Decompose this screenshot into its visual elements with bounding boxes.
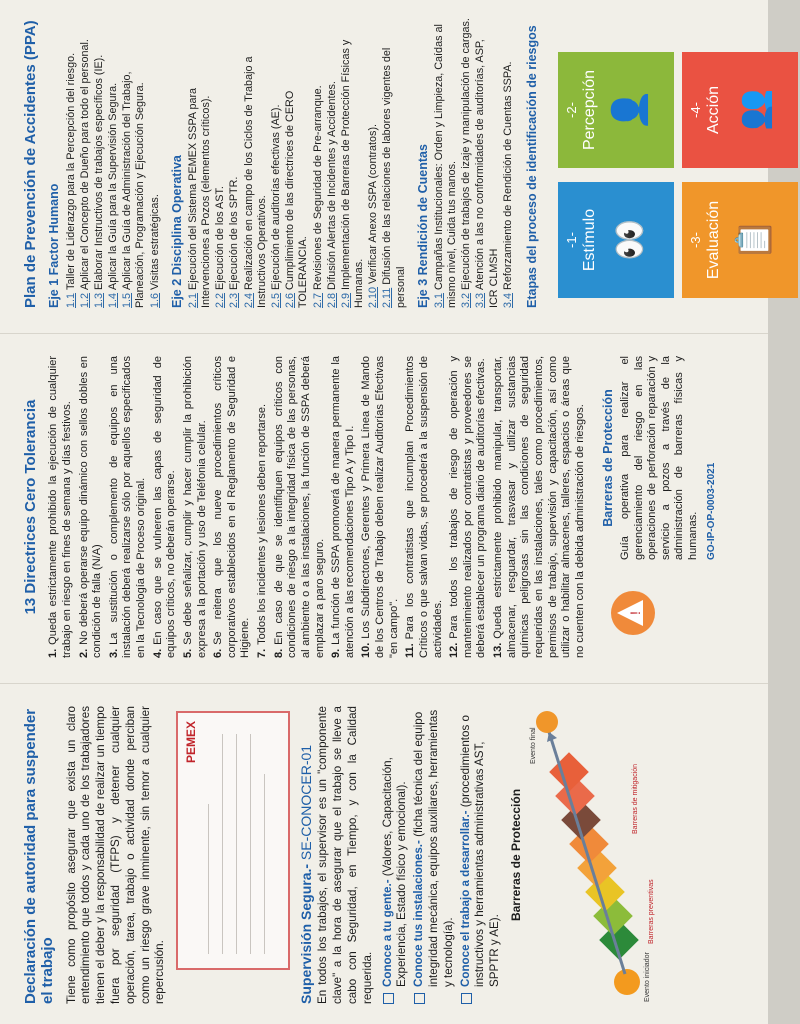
diagram-label: Evento iniciador xyxy=(643,952,651,1002)
final-event-icon xyxy=(536,711,558,733)
diagram-label: Barreras de mitigación xyxy=(631,763,639,834)
diagram-label: Evento final xyxy=(529,727,537,764)
fold-line xyxy=(0,683,768,684)
eje1-item: 1.1Taller de Liderazgo para la Percepción del riesgo. xyxy=(64,52,77,308)
eje2-item: 2.7Revisiones de Seguridad de Pre-arranque. xyxy=(311,85,324,308)
head-icon: 👤 xyxy=(610,88,649,132)
supervision-heading: Supervisión Segura.- SE-CONOCER-01 xyxy=(298,744,315,1004)
eje2-item: 2.9Implementación de Barreras de Protección Físicas y Humanas. xyxy=(339,39,366,308)
barrier-tiles xyxy=(549,752,639,960)
eje3-list xyxy=(433,18,515,308)
eje2-item: 2.8Difusión Alertas de Incidentes y Accidentes. xyxy=(325,81,338,308)
checkbox-icon xyxy=(383,993,394,1004)
svg-text:!: ! xyxy=(627,611,644,615)
directive-item: 4.En caso que se vulneren las capas de seguridad de equipos críticos, no deberán operarse. xyxy=(151,356,178,658)
directive-item: 5.Se debe señalizar, cumplir y hacer cumplir la prohibición expresa a la portación y uso de Teléfonia celular. xyxy=(181,356,208,658)
directive-item: 11.Para los contratistas que incumplan Procedimientos Críticos o que salvan vidas, se procederá a la suspensión de actividades. xyxy=(404,356,444,658)
eje1-item: 1.5Aplicar la Guía de Administración del Trabajo, Planeación, Programación y Ejecución Segura. xyxy=(121,71,147,308)
directive-item: 2.No deberá operarse equipo dinámico con sellos dobles en condición de falla (N/A) xyxy=(77,356,104,658)
directive-item: 1.Queda estrictamente prohibido la ejecución de cualquier trabajo en riesgo en fines de semana y días festivos. xyxy=(47,356,73,658)
eje2-list xyxy=(187,18,408,308)
panel-suspension-authority xyxy=(0,688,768,1024)
etapas-grid xyxy=(550,18,800,308)
team-icon: 👥 xyxy=(734,88,773,132)
etapas-title: Etapas del proceso de identificación de riesgos xyxy=(524,25,539,308)
diagram-label: Barreras preventivas xyxy=(647,879,655,944)
etapa-tile: -4- Acción 👥 xyxy=(682,52,798,168)
eje2-item: 2.10Verificar Anexo SSPA (contratos). xyxy=(367,123,380,308)
eje1-item: 1.4Aplicar la Guía para la Supervisión Segura. xyxy=(107,82,120,308)
eje2-item: 2.6Cumplimiento de las directrices de CERO TOLERANCIA. xyxy=(284,90,310,308)
barriers-title: Barreras de Protección xyxy=(601,389,616,527)
directive-item: 6.Se reitera que los nueve procedimientos críticos corporativos establecidos en el Reglamento de Seguridad e Higiene. xyxy=(212,356,252,658)
barriers-body: Guía operativa para realizar el gerenciamiento del riesgo en las operaciones de perforación reparación y servicio a pozos a través de la administración de barreras físicas y humanas. xyxy=(618,356,699,560)
etapa-tile: -2- Percepción 👤 xyxy=(558,52,674,168)
checklist-icon: 📋 xyxy=(734,218,773,262)
directive-item: 13.Queda estrictamente prohibido manipular, transportar, almacenar, resguardar, trasvasar y utilizar sustancias químicas peligrosas sin las condiciones de seguridad requeridas en las instalaciones, tales como procedimientos, permisos de trabajo, supervisión y capacitación, así como utilizar o habilitar almacenes, talleres, espacios o áreas que no cuenten con la debida administración de riesgos. xyxy=(492,356,586,658)
barrier-diagram xyxy=(527,704,657,1004)
panel-zero-tolerance xyxy=(0,338,768,678)
checkbox-icon xyxy=(461,993,472,1004)
eje1-title: Eje 1 Factor Humano xyxy=(47,183,62,308)
eje3-item: 3.3Atención a las no conformidades de auditorías, ASP, ICR CLMSH xyxy=(474,39,500,308)
directive-item: 7.Todos los incidentes y lesiones deben reportarse. xyxy=(256,403,268,658)
eje1-list xyxy=(65,18,162,308)
initiator-icon xyxy=(614,969,640,995)
supervision-code: SE-CONOCER-01 xyxy=(298,744,315,861)
directive-item: 9.La función de SSPA promoverá de manera permanente la atención a las recomendaciones Tipo A y Tipo I. xyxy=(330,356,356,658)
barrier-thumbnail xyxy=(593,568,673,658)
eje1-item: 1.6Visitas estratégicas. xyxy=(148,194,161,308)
eje2-item: 2.2Ejecución de los AST. xyxy=(214,186,227,308)
eje2-item: 2.11Difusión de las relaciones de labores vigentes del personal xyxy=(381,47,407,308)
barrier-diagram-title: Barreras de Protección xyxy=(509,788,524,922)
directive-item: 10.Los Subdirectores, Gerentes y Primera Línea de Mando de los Centros de Trabajo deben realizar Auditorías Efectivas "en campo". xyxy=(360,356,400,658)
eje1-item: 1.2Aplicar el Concepto de Dueño para todo el personal. xyxy=(78,39,91,308)
fold-line xyxy=(0,333,768,334)
check-item: Conoce tus instalaciones.- (ficha técnica del equipo integridad mecánica, equipos auxiliares, herramientas y tecnología). xyxy=(412,706,456,1004)
eje3-item: 3.1Campañas Institucionales: Orden y Limpieza, Caídas al mismo nivel, Cuida tus manos. xyxy=(432,24,459,308)
pemex-logo: PEMEX xyxy=(184,721,199,764)
eje3-item: 3.2Ejecución de trabajos de izaje y manipulación de cargas. xyxy=(460,18,473,308)
directive-item: 12.Para todos los trabajos de riesgo de operación y mantenimiento realizados por contratistas y proveedores se deberá establecer un programa diario de auditorías efectivas. xyxy=(448,356,488,658)
directive-item: 8.En caso de que se identifiquen equipos críticos con condiciones de riesgo a la integridad física de las personas, al ambiente o a las instalaciones, la función de SSPA deberá emplazar a paro seguro. xyxy=(272,356,326,658)
eje2-item: 2.3Ejecución de los SPTR. xyxy=(228,176,241,308)
barrier-arrow xyxy=(549,732,625,974)
etapa-tile: -3- Evaluación 📋 xyxy=(682,182,798,298)
eje1-item: 1.3Elaborar Instructivos de trabajos específicos (IE). xyxy=(92,54,105,308)
check-item: Conoce a tu gente.- (Valores, Capacitación, Experiencia, Estado físico y emocional). xyxy=(381,706,411,1004)
directives-title: 13 Directrices Cero Tolerancia xyxy=(22,399,39,615)
directive-item: 3.La sustitución o complemento de equipos en una instalación deberá realizarse sólo por aquellos especificados en la Tecnología de Proceso original. xyxy=(107,356,147,658)
etapa-tile: -1- Estímulo 👀 xyxy=(558,182,674,298)
eje2-item: 2.5Ejecución de auditorías efectivas (AE). xyxy=(269,104,282,308)
check-item: Conoce el trabajo a desarrollar.- (procedimientos o instructivos y herramientas administrativas AST, SPPTR y AE). xyxy=(459,706,503,1004)
eje2-item: 2.4Realización en campo de los Ciclos de Trabajo a Instructivos Operativos. xyxy=(242,56,268,308)
eje2-item: 2.1Ejecución del Sistema PEMEX SSPA para Intervenciones a Pozos (elementos críticos). xyxy=(186,87,213,308)
supervision-body: En todos los trabajos, el supervisor es un "componente clave" a la hora de asegurar que el trabajo se lleve a cabo con Seguridad, en Tiempo, y con la Calidad requerida. xyxy=(316,706,374,1004)
suspension-form-image xyxy=(176,711,290,970)
checkbox-icon xyxy=(414,993,425,1004)
eje2-title: Eje 2 Disciplina Operativa xyxy=(169,155,184,308)
suspension-title: Declaración de autoridad para suspender el trabajo xyxy=(22,708,57,1004)
eyes-icon: 👀 xyxy=(610,218,649,262)
directives-list xyxy=(47,356,587,658)
eje3-item: 3.4Reforzamiento de Rendición de Cuentas SSPA. xyxy=(501,61,514,308)
suspension-body: Tiene como propósito asegurar que exista un claro entendimiento que todos y cada uno de los trabajadores tienen el deber y la responsabilidad de realizar un tiempo fuera por seguridad (TFPS) y detener cualquier operación, tarea, trabajo o actividad donde perciban como un riesgo grave inminente, sin temor a cualquier repercusión. xyxy=(64,706,167,1004)
ppa-title: Plan de Prevención de Accidentes (PPA) xyxy=(22,20,39,308)
guide-code: GO-IP-OP-0003-2021 xyxy=(705,462,717,560)
eje3-title: Eje 3 Rendición de Cuentas xyxy=(415,144,430,308)
panel-accident-prevention xyxy=(0,0,773,328)
